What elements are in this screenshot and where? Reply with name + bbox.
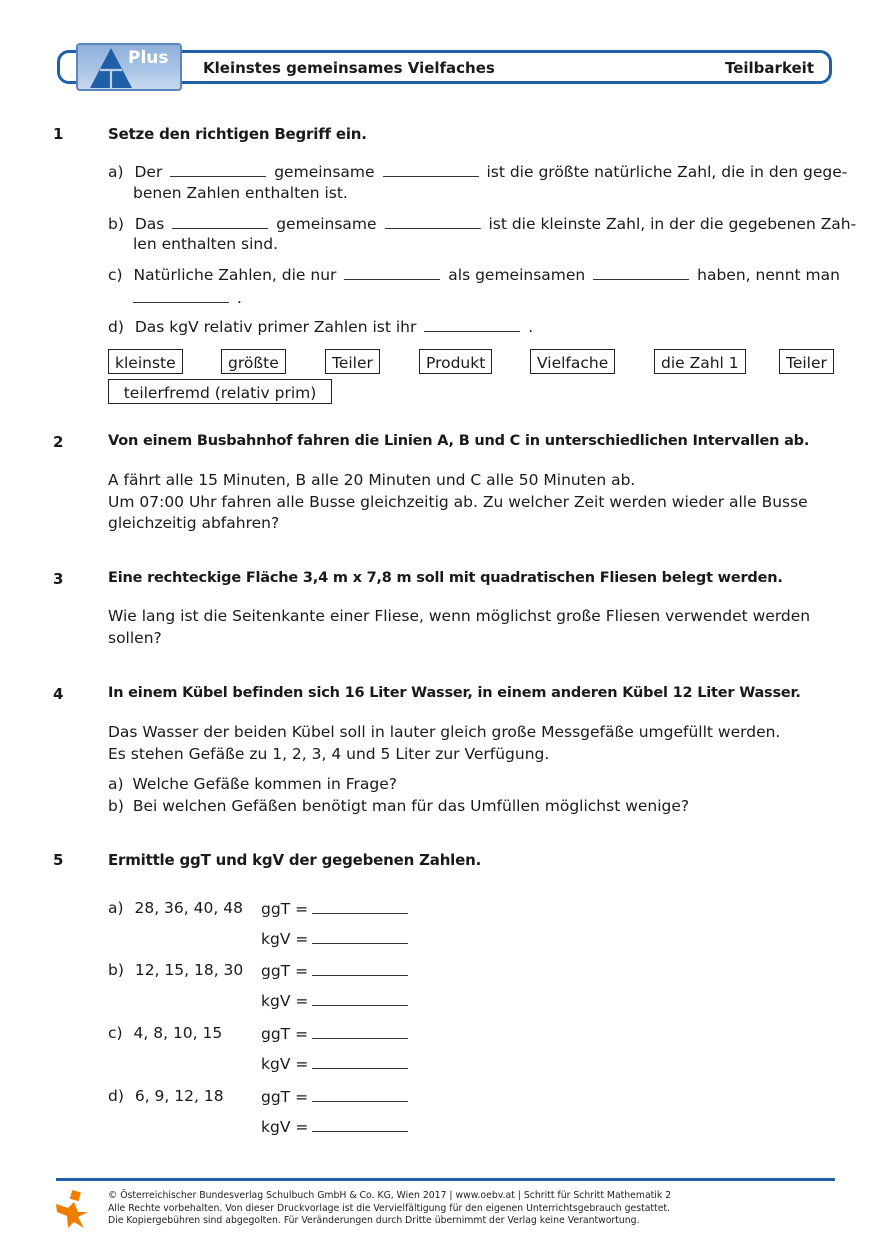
ggt-row: ggT =: [261, 1024, 408, 1043]
footer-divider: [56, 1178, 835, 1181]
answer-blank[interactable]: [424, 317, 520, 332]
answer-blank[interactable]: [312, 1087, 408, 1102]
ggt-row: ggT =: [261, 961, 408, 980]
answer-blank[interactable]: [312, 1024, 408, 1039]
task1-item-b: b) Das gemeinsame ist die kleinste Zahl, in der die gegebenen Zah-: [108, 215, 857, 233]
word-bank-item: die Zahl 1: [654, 349, 746, 374]
answer-blank[interactable]: [133, 288, 229, 303]
word-bank-item: Teiler: [325, 349, 380, 374]
answer-blank[interactable]: [170, 162, 266, 177]
page-topic: Teilbarkeit: [724, 59, 814, 77]
task1-item-c: c) Natürliche Zahlen, die nur als gemeinsamen haben, nennt man: [108, 266, 840, 284]
answer-blank[interactable]: [312, 961, 408, 976]
word-bank-item: kleinste: [108, 349, 183, 374]
kgv-row: kgV =: [261, 1117, 408, 1136]
task1-item-a-cont: benen Zahlen enthalten ist.: [133, 184, 348, 202]
task-title: Setze den richtigen Begriff ein.: [108, 125, 367, 143]
task-number: 4: [53, 685, 64, 703]
task4-item-b: b) Bei welchen Gefäßen benötigt man für das Umfüllen möglichst wenige?: [108, 796, 690, 815]
answer-blank[interactable]: [312, 991, 408, 1006]
task-number: 5: [53, 851, 64, 869]
item-letter: c): [108, 266, 123, 284]
task1-item-a: a) Der gemeinsame ist die größte natürliche Zahl, die in den gege-: [108, 163, 848, 181]
task1-item-d: d) Das kgV relativ primer Zahlen ist ihr .: [108, 318, 534, 336]
word-bank-item: teilerfremd (relativ prim): [108, 379, 332, 404]
publisher-logo-icon: [54, 1190, 92, 1230]
ggt-row: ggT =: [261, 1087, 408, 1106]
item-letter: a): [108, 163, 124, 181]
task1-item-c-cont: .: [130, 288, 242, 307]
page-title: Kleinstes gemeinsames Vielfaches: [203, 59, 495, 77]
kgv-row: kgV =: [261, 1054, 408, 1073]
logo-label: Plus: [128, 48, 169, 68]
task1-item-b-cont: len enthalten sind.: [133, 235, 278, 253]
task2-text: A fährt alle 15 Minuten, B alle 20 Minuten und C alle 50 Minuten ab. Um 07:00 Uhr fahren alle Busse gleichzeitig ab. Zu welcher Zeit werden wieder alle Busse gleichzeitig abfahren?: [108, 471, 808, 532]
answer-blank[interactable]: [344, 265, 440, 280]
task-title: Ermittle ggT und kgV der gegebenen Zahlen.: [108, 851, 482, 869]
kgv-row: kgV =: [261, 929, 408, 948]
task-number: 2: [53, 433, 64, 451]
answer-blank[interactable]: [172, 214, 268, 229]
task-number: 1: [53, 125, 64, 143]
task-title: Eine rechteckige Fläche 3,4 m x 7,8 m soll mit quadratischen Fliesen belegt werden.: [108, 570, 783, 586]
answer-blank[interactable]: [312, 929, 408, 944]
task5-item-b: b) 12, 15, 18, 30: [108, 961, 244, 979]
task5-item-c: c) 4, 8, 10, 15: [108, 1024, 223, 1042]
item-letter: d): [108, 318, 124, 336]
task4-item-a: a) Welche Gefäße kommen in Frage?: [108, 775, 397, 793]
task-number: 3: [53, 570, 64, 588]
copyright-notice: © Österreichischer Bundesverlag Schulbuch GmbH & Co. KG, Wien 2017 | www.oebv.at | Schritt für Schritt Mathematik 2 Alle Rechte vorbehalten. Von dieser Druckvorlage ist die Vervielfältigung für den eigenen Unterrichtsgebrauch gestattet. Die Kopiergebühren sind abgegolten. Für Veränderungen durch Dritte übernimmt der Verlag keine Verantwortung.: [108, 1190, 672, 1226]
answer-blank[interactable]: [593, 265, 689, 280]
answer-blank[interactable]: [312, 899, 408, 914]
kgv-row: kgV =: [261, 991, 408, 1010]
answer-blank[interactable]: [312, 1117, 408, 1132]
word-bank-item: größte: [221, 349, 286, 374]
task4-text: Das Wasser der beiden Kübel soll in lauter gleich große Messgefäße umgefüllt werden. Es stehen Gefäße zu 1, 2, 3, 4 und 5 Liter zur Verfügung.: [108, 723, 781, 763]
word-bank-item: Teiler: [779, 349, 834, 374]
task5-item-d: d) 6, 9, 12, 18: [108, 1087, 224, 1105]
task4-items: [108, 774, 689, 817]
answer-blank[interactable]: [385, 214, 481, 229]
ggt-row: ggT =: [261, 899, 408, 918]
word-bank-item: Vielfache: [530, 349, 615, 374]
item-letter: b): [108, 215, 124, 233]
answer-blank[interactable]: [312, 1054, 408, 1069]
task5-item-a: a) 28, 36, 40, 48: [108, 899, 243, 917]
task3-text: Wie lang ist die Seitenkante einer Fliese, wenn möglichst große Fliesen verwendet werden sollen?: [108, 607, 811, 647]
task-title: Von einem Busbahnhof fahren die Linien A, B und C in unterschiedlichen Intervallen ab.: [108, 433, 810, 449]
answer-blank[interactable]: [383, 162, 479, 177]
word-bank-item: Produkt: [419, 349, 492, 374]
task-title: In einem Kübel befinden sich 16 Liter Wasser, in einem anderen Kübel 12 Liter Wasser.: [108, 685, 801, 701]
